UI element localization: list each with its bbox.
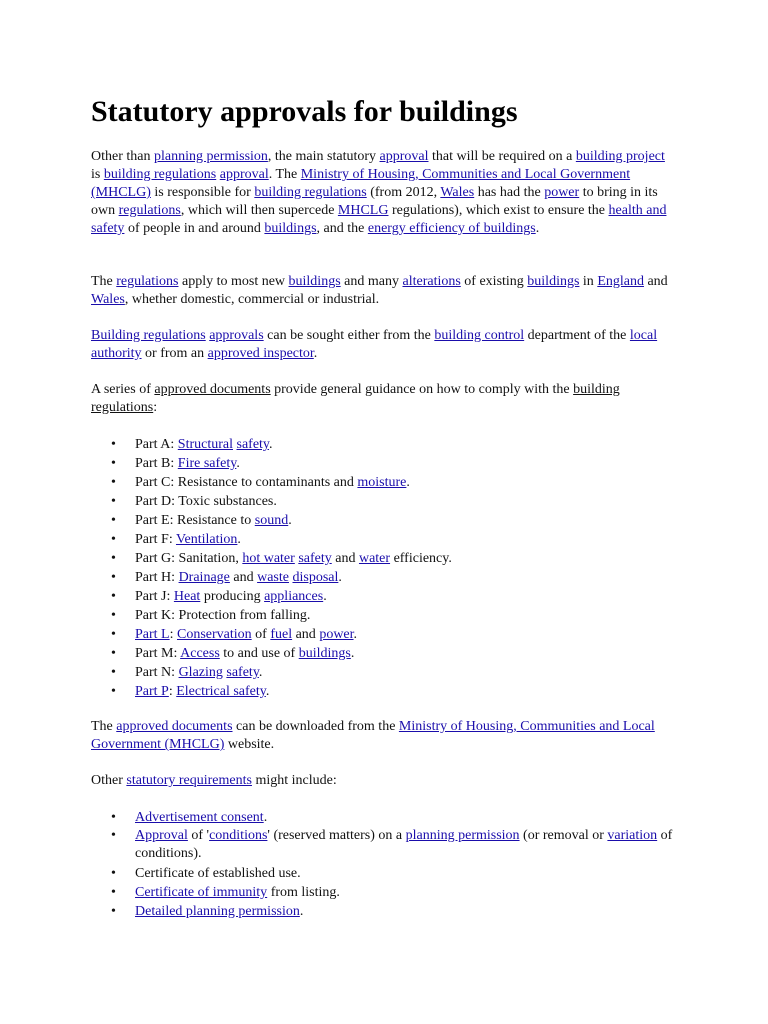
link-approved-documents[interactable]: approved documents	[116, 719, 233, 734]
text: .	[236, 456, 240, 471]
list-item-detailed-planning	[91, 902, 676, 921]
link-access[interactable]: Access	[180, 646, 220, 661]
text: .	[263, 810, 268, 825]
text: website.	[224, 737, 275, 752]
list-item-approval-conditions	[91, 827, 676, 864]
text: of existing	[460, 274, 528, 289]
link-building-control[interactable]: building control	[434, 328, 525, 343]
text: provide general guidance on how to comply with the	[270, 382, 574, 397]
text: :	[168, 684, 177, 699]
text: ' (reserved matters) on a	[267, 828, 406, 843]
list-item-part-d	[91, 492, 676, 511]
text: .	[323, 589, 327, 604]
list-item-part-b	[91, 454, 676, 473]
link-buildings[interactable]: buildings	[298, 646, 351, 661]
text: . The	[268, 167, 301, 182]
link-electrical-safety[interactable]: Electrical safety	[176, 684, 266, 699]
link-fire-safety[interactable]: Fire safety	[177, 456, 237, 471]
text: Part J:	[135, 589, 174, 604]
link-part-l[interactable]: Part L	[135, 627, 170, 642]
text: Other	[91, 773, 127, 788]
text: or from an	[141, 346, 208, 361]
list-item-established-use	[91, 864, 676, 883]
list-item-part-f	[91, 530, 676, 549]
text: and many	[340, 274, 403, 289]
text: and	[292, 627, 320, 642]
text: :	[169, 627, 177, 642]
text: Part A:	[135, 437, 178, 452]
text: Certificate of established use.	[135, 866, 301, 881]
text: .	[350, 646, 355, 661]
link-water[interactable]: water	[358, 551, 391, 566]
link-safety[interactable]: safety	[298, 551, 332, 566]
text: and	[331, 551, 359, 566]
link-building-regulations[interactable]: building regulations	[103, 167, 217, 182]
link-safety[interactable]: safety	[226, 665, 259, 680]
text: .	[265, 684, 270, 699]
text: .	[258, 665, 263, 680]
link-disposal[interactable]: disposal	[292, 570, 339, 585]
text: .	[535, 221, 540, 236]
text: Part K: Protection from falling.	[135, 608, 311, 623]
text: of '	[187, 828, 210, 843]
link-planning-permission[interactable]: planning permission	[153, 149, 268, 164]
link-approval[interactable]: approval	[219, 167, 269, 182]
other-requirements-paragraph	[91, 772, 676, 790]
text: , the main statutory	[267, 149, 380, 164]
text: Part N:	[135, 665, 179, 680]
link-approval[interactable]: Approval	[135, 828, 188, 843]
text: Part G: Sanitation,	[135, 551, 243, 566]
parts-list	[91, 435, 676, 701]
link-wales[interactable]: Wales	[91, 292, 125, 307]
text: The	[91, 719, 117, 734]
text: Part D: Toxic substances.	[135, 494, 277, 509]
text: from listing.	[267, 885, 340, 900]
approved-documents-paragraph	[91, 381, 676, 417]
text: Other than	[91, 149, 154, 164]
text: of	[251, 627, 271, 642]
list-item-part-m	[91, 644, 676, 663]
text: is responsible for	[150, 185, 255, 200]
text: and	[643, 274, 668, 289]
link-alterations[interactable]: alterations	[402, 274, 461, 289]
text: in	[579, 274, 598, 289]
text: of people in and around	[124, 221, 265, 236]
link-mhclg-short[interactable]: MHCLG	[337, 203, 389, 218]
list-item-part-e	[91, 511, 676, 530]
text: :	[153, 400, 158, 415]
link-statutory-requirements[interactable]: statutory requirements	[126, 773, 252, 788]
list-item-certificate-immunity	[91, 883, 676, 902]
page-title: Statutory approvals for buildings	[91, 95, 518, 128]
list-item-part-l	[91, 625, 676, 644]
text: .	[237, 532, 241, 547]
text: can be downloaded from the	[232, 719, 399, 734]
link-energy-efficiency[interactable]: energy efficiency of buildings	[367, 221, 536, 236]
link-sound[interactable]: sound	[254, 513, 289, 528]
link-heat[interactable]: Heat	[173, 589, 201, 604]
text: .	[406, 475, 410, 490]
text: to bring in its own	[91, 185, 658, 218]
text: The	[91, 274, 117, 289]
link-approved-inspector[interactable]: approved inspector	[207, 346, 314, 361]
link-safety[interactable]: safety	[236, 437, 270, 452]
approvals-paragraph	[91, 327, 676, 363]
link-england[interactable]: England	[597, 274, 644, 289]
text: producing	[200, 589, 265, 604]
list-item-advertisement-consent	[91, 808, 676, 827]
building-regulations-term: building regulations	[91, 382, 620, 415]
link-health-and-safety[interactable]: health and safety	[91, 203, 667, 236]
text: is	[91, 167, 104, 182]
list-item-part-j	[91, 587, 676, 606]
link-drainage[interactable]: Drainage	[178, 570, 230, 585]
link-regulations[interactable]: regulations	[118, 203, 181, 218]
list-item-part-c	[91, 473, 676, 492]
link-variation[interactable]: variation	[607, 828, 658, 843]
link-wales[interactable]: Wales	[440, 185, 475, 200]
link-part-p[interactable]: Part P	[135, 684, 169, 699]
text: Part H:	[135, 570, 179, 585]
text: , which will then supercede	[180, 203, 338, 218]
approved-documents-term: approved documents	[154, 382, 271, 397]
text: Part C: Resistance to contaminants and	[135, 475, 358, 490]
list-item-part-p	[91, 682, 676, 701]
link-conservation[interactable]: Conservation	[177, 627, 252, 642]
list-item-part-h	[91, 568, 676, 587]
link-power[interactable]: power	[319, 627, 354, 642]
text: efficiency.	[390, 551, 452, 566]
text: of conditions).	[135, 828, 673, 861]
link-mhclg[interactable]: Ministry of Housing, Communities and Local Government (MHCLG)	[91, 719, 655, 752]
text: Part E: Resistance to	[135, 513, 255, 528]
text: .	[269, 437, 273, 452]
link-appliances[interactable]: appliances	[264, 589, 324, 604]
link-approval[interactable]: approval	[379, 149, 429, 164]
link-approvals[interactable]: approvals	[209, 328, 264, 343]
link-planning-permission[interactable]: planning permission	[405, 828, 520, 843]
link-buildings[interactable]: buildings	[264, 221, 317, 236]
requirements-list	[91, 808, 676, 921]
text: A series of	[91, 382, 155, 397]
link-building-project[interactable]: building project	[575, 149, 665, 164]
text: , and the	[316, 221, 368, 236]
intro-paragraph	[91, 148, 676, 238]
link-glazing[interactable]: Glazing	[178, 665, 223, 680]
link-local-authority[interactable]: local authority	[91, 328, 658, 361]
text: has had the	[474, 185, 545, 200]
text: .	[338, 570, 342, 585]
regulations-paragraph	[91, 273, 676, 309]
text: Part B:	[135, 456, 178, 471]
text: can be sought either from the	[263, 328, 435, 343]
link-waste[interactable]: waste	[257, 570, 289, 585]
link-conditions[interactable]: conditions	[209, 828, 268, 843]
link-regulations[interactable]: regulations	[116, 274, 179, 289]
link-building-regulations[interactable]: building regulations	[254, 185, 367, 200]
list-item-part-g	[91, 549, 676, 568]
link-structural[interactable]: Structural	[177, 437, 233, 452]
text: (or removal or	[519, 828, 608, 843]
list-item-part-k	[91, 606, 676, 625]
text: apply to most new	[178, 274, 289, 289]
link-ventilation[interactable]: Ventilation	[175, 532, 238, 547]
link-mhclg[interactable]: Ministry of Housing, Communities and Local Government (MHCLG)	[91, 167, 631, 200]
link-moisture[interactable]: moisture	[357, 475, 407, 490]
link-certificate-of-immunity[interactable]: Certificate of immunity	[135, 885, 268, 900]
text: that will be required on a	[428, 149, 576, 164]
link-hot-water[interactable]: hot water	[242, 551, 295, 566]
text: .	[288, 513, 292, 528]
text: , whether domestic, commercial or industrial.	[124, 292, 380, 307]
text: and	[229, 570, 258, 585]
link-building-regulations[interactable]: Building regulations	[91, 328, 206, 343]
text: Part M:	[135, 646, 181, 661]
list-item-part-a	[91, 435, 676, 454]
text: might include:	[251, 773, 337, 788]
link-power[interactable]: power	[544, 185, 580, 200]
list-item-part-n	[91, 663, 676, 682]
download-paragraph	[91, 718, 676, 754]
text: .	[313, 346, 318, 361]
text: to and use of	[219, 646, 299, 661]
link-buildings[interactable]: buildings	[288, 274, 341, 289]
link-buildings[interactable]: buildings	[527, 274, 580, 289]
text: (from 2012,	[366, 185, 441, 200]
text: Part F:	[135, 532, 176, 547]
text: department of the	[524, 328, 630, 343]
text: regulations), which exist to ensure the	[388, 203, 609, 218]
link-fuel[interactable]: fuel	[270, 627, 293, 642]
link-advertisement-consent[interactable]: Advertisement consent	[135, 810, 264, 825]
text: .	[353, 627, 358, 642]
link-detailed-planning-permission[interactable]: Detailed planning permission	[135, 904, 300, 919]
text: .	[299, 904, 304, 919]
